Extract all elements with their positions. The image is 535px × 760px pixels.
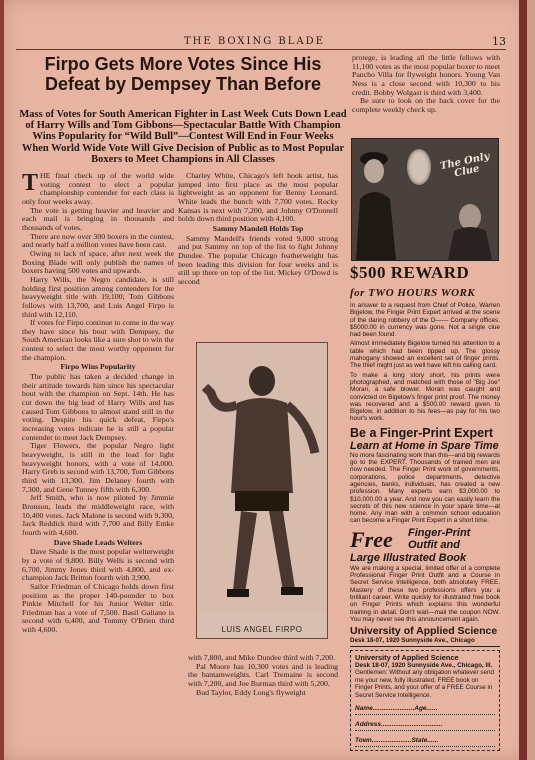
article-headline: Firpo Gets More Votes Since His Defeat by Dempsey Than Before <box>44 54 322 94</box>
ad-body: No more fascinating work than this—and big rewards go to the EXPERT. Thousands of trained men are now needed. The Finger Print work of governments, corporations, police departments, detective agencies, banks, individuals, has created a new profession. Many experts earn $3,000.00 to $10,000.00 a year. And now you can easily learn the secrets of this new science in your spare time—at home. Any man with a common school education can become a Finger Print Expert in a short time. <box>350 451 500 525</box>
drop-cap: T <box>22 172 39 196</box>
coupon-town-field[interactable]: Town......................State...... <box>355 737 495 747</box>
free-offer-right: Finger-Print Outfit and <box>408 526 471 551</box>
photo-caption: LUIS ANGEL FIRPO <box>221 625 303 634</box>
ad-tagline: Learn at Home in Spare Time <box>350 439 499 452</box>
coupon-name-field[interactable]: Name.......................Age...... <box>355 705 495 715</box>
article-paragraph: The vote is getting heavier and heavier and each mail is bringing in thousands and thousands of votes. <box>22 205 174 232</box>
boxer-photo <box>196 342 328 639</box>
article-paragraph: Jeff Smith, who is now piloted by Jimmie Bronson, leads the middleweight race, with 10,400 votes. Jack Malone is second with 9,300, Jack Reddick third with 7,700 and Billy Emke fourth with 4,600. <box>22 493 174 537</box>
article-paragraph: The public has taken a decided change in their attitude towards him since his spectacular bout with the champion on Sept. 14th. He has cut down the big lead of Harry Wills and has caused Tom Gibbons to almost stand still in the voting. Despite his quick defeat, Firpo's increasing votes indicate he is still a popular contender to meet Jack Dempsey. <box>22 372 174 442</box>
article-paragraph: Sailor Friedman of Chicago holds down first position as the proper 140-pounder to box Pinkie Mitchell for his Junior Welter title. Friedman has a vote of 7,500. Basil Galiano is second with 6,400, and Tommy O'Brien third with 4,600. <box>22 581 174 635</box>
article-column-2-continued <box>188 654 338 744</box>
mail-coupon[interactable] <box>350 650 500 751</box>
ad-address: Desk 18-07, 1920 Sunnyside Ave., Chicago <box>350 637 500 647</box>
ad-photo-label: The Only Clue <box>439 151 491 180</box>
magazine-page <box>4 0 527 760</box>
free-offer-bottom: Large Illustrated Book <box>350 551 467 564</box>
article-subhead: Mass of Votes for South American Fighter in Last Week Cuts Down Lead of Harry Wills and Tom Gibbons—Spectacular Battle With Champion Wins Popularity for “Wild Bull”—Contest Will End in Four Weeks When World Wide Vote Will Give Decision of Public as to Most Popular Boxers to Meet Champions in All Classes <box>19 109 347 165</box>
ad-story: In answer to a request from Chief of Police, Warren Bigelow, the Finger Print Expert arrived at the scene of the daring robbery of the O—— Company offices. $5000.00 in currency was gone. Not a single clue had been found. <box>350 302 500 339</box>
reward-headline <box>350 264 500 302</box>
free-word: Free <box>350 526 393 552</box>
header-rule <box>16 49 506 50</box>
fingerprint-thumb <box>407 149 431 185</box>
ad-story: Almost immediately Bigelow turned his attention to a table which had been tipped up. The glossy mahogany showed an excellent set of finger prints. The thief might just as well have left his calling card. <box>350 340 500 370</box>
publication-title: THE BOXING BLADE <box>184 36 325 47</box>
fingerprint-advertisement <box>350 264 500 744</box>
ad-story: To make a long story short, his prints were photographed, and matched with those of "Big Joe" Moran, a safe blower. Moran was caught and convicted on Bigelow's finger print proof. The money was recovered and a $500.00 reward given to Bigelow, in addition to his fees—as pay for his two hour's work. <box>350 371 500 423</box>
ad-detective-photo <box>351 138 499 261</box>
article-paragraph: Tiger Flowers, the popular Negro light heavyweight, is still in the lead for light heavyweight honors, with a vote of 14,000. Harry Greb is second with 13,700, Tom Gibbons third with 13,300, Jim Delaney fourth with 7,300, and Gene Tunney fifth with 6,300. <box>22 441 174 494</box>
coupon-address: Desk 18-07, 1920 Sunnyside Ave., Chicago, Ill. <box>355 661 493 669</box>
article-paragraph: protege, is leading all the little fellows with 11,100 votes as the most popular boxer to meet Pancho Villa for flyweight honors. Young Van Ness is a close second with 10,300 to his credit. Bobby Wolgast is third with 3,400. <box>352 54 500 97</box>
page-right-edge <box>519 0 527 760</box>
coupon-body: Gentlemen: Without any obligation whatever send me your new, fully illustrated, FREE book on Finger Prints, and your offer of a FREE Course in Secret Service Intelligence. <box>355 669 494 699</box>
article-paragraph: Be sure to look on the back cover for the complete weekly check up. <box>352 96 500 114</box>
ad-headline: Be a Finger-Print Expert <box>350 425 494 440</box>
ad-university-name: University of Applied Science <box>350 625 498 638</box>
article-paragraph: Dave Shade is the most popular welterweight by a vote of 9,800. Billy Wells is second with 6,700, Jimmy Jones third with 4,800, and ex-champion Jack Britton fourth with 3,900. <box>22 547 174 583</box>
reward-subtitle: for TWO HOURS WORK <box>350 287 476 299</box>
article-column-1 <box>22 172 174 744</box>
page-number: 13 <box>492 35 506 48</box>
article-paragraph: Bud Taylor, Eddy Long's flyweight <box>196 687 306 697</box>
section-subheading: Firpo Wins Popularity <box>60 362 136 372</box>
boxer-figure-illustration <box>197 343 327 613</box>
coupon-address-field[interactable]: Address.................................. <box>355 721 495 731</box>
article-paragraph: There are now over 300 boxers in the contest, and nearly half a million votes have been cast. <box>22 231 174 250</box>
section-subheading: Sammy Mandell Holds Top <box>212 223 304 233</box>
article-paragraph: If votes for Firpo continue to come in the way they have since his bout with Dempsey, the South American looks like a sure shot to win the contest to select the most worthy opponent for the champion. <box>22 318 174 362</box>
section-subheading: Dave Shade Leads Welters <box>53 537 143 547</box>
article-paragraph: Charley White, Chicago's left hook artist, has jumped into first place as the most popular lightweight as an opponent for Benny Leonard. White leads the bunch with 7,700 votes. Rocky Kansas is next with 7,200, and Johnny O'Donnell holds down third position with 4,100. <box>178 172 338 224</box>
reward-amount: $500 REWARD <box>350 263 470 282</box>
article-paragraph: Harry Wills, the Negro candidate, is still holding first position among contenders for the heavyweight title with 19,100; Tom Gibbons follows with 13,700, and Luis Angel Firpo is third with 12,110. <box>22 274 174 319</box>
article-paragraph: with 7,800, and Mike Dundee third with 7,200. <box>188 654 336 662</box>
article-paragraph: THE final check up of the world wide voting contest to elect a popular championship contender for each class is only four weeks away. <box>22 172 174 206</box>
article-paragraph: Sammy Mandell's friends voted 9,000 strong and put Sammy on top of the list to fight Johnny Dundee. The popular Chicago featherweight has been leading this division for four weeks and is still up there on top of the list. Mickey O'Dowd is second <box>178 233 338 286</box>
article-paragraph: Owing to lack of space, after next week the Boxing Blade will only publish the names of boxers having 500 votes and upwards. <box>22 248 174 276</box>
coupon-title: University of Applied Science <box>355 653 459 663</box>
free-offer-headline <box>350 527 500 565</box>
article-column-2 <box>178 172 338 337</box>
article-column-3 <box>352 54 500 134</box>
article-paragraph: Pal Moore has 10,300 votes and is leading the bantamweights. Carl Tremaine is second with 7,200, and Joe Burman third with 5,200. <box>188 661 338 688</box>
ad-offer-body: We are making a special, limited offer of a complete Professional Finger Print Outfit and a Course in Secret Service Intelligence, both absolutely FREE. Mastery of these two professions offers you a brilliant career. Write quickly for illustrated free book on Finger Prints which explains this wonderful training in detail. Don't wait—mail the coupon NOW. You may never see this announcement again. <box>350 564 500 623</box>
